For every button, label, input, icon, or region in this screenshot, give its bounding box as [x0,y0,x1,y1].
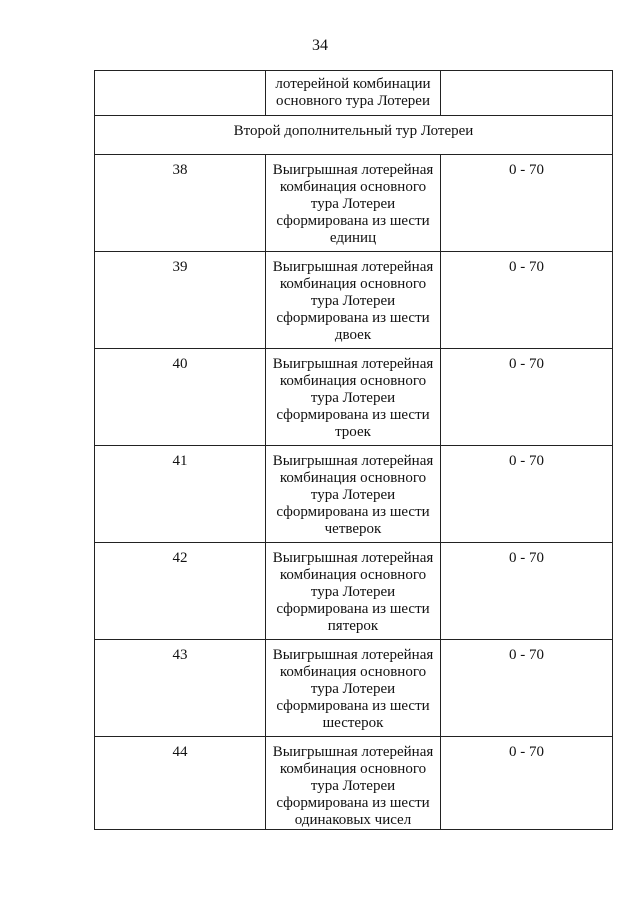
description-line: комбинация основного [279,761,427,777]
row-description-cell [266,155,441,252]
row-number-cell [95,446,266,543]
row-description-cell [266,737,441,830]
row-range: 0 - 70 [509,162,544,178]
description-line: четверок [324,521,382,537]
table-row [95,446,613,543]
row-number-cell [95,737,266,830]
description-line: комбинация основного [279,470,427,486]
row-number: 43 [172,647,188,663]
row-range: 0 - 70 [509,550,544,566]
section-header-cell [95,116,613,155]
continuation-text-cell [266,71,441,116]
description-line: Выигрышная лотерейная [272,744,434,760]
row-range-cell [441,640,613,737]
row-number-cell [95,349,266,446]
table-row [95,737,613,830]
description-line: сформирована из шести [276,795,430,811]
description-line: тура Лотереи [310,196,396,212]
table-row [95,543,613,640]
row-range: 0 - 70 [509,356,544,372]
row-range: 0 - 70 [509,744,544,760]
description-line: тура Лотереи [310,681,396,697]
description-line: Выигрышная лотерейная [272,647,434,663]
table-row [95,252,613,349]
description-line: сформирована из шести [276,504,430,520]
row-number: 40 [172,356,188,372]
section-header-row [95,116,613,155]
row-number-cell [95,155,266,252]
row-description-cell [266,446,441,543]
description-line: Выигрышная лотерейная [272,550,434,566]
row-description-cell [266,252,441,349]
row-range-cell [441,737,613,830]
row-number-cell [95,640,266,737]
row-number: 38 [172,162,188,178]
row-description-cell [266,543,441,640]
description-line: одинаковых чисел [294,812,412,828]
row-range-cell [441,252,613,349]
continuation-row [95,71,613,116]
description-line: Выигрышная лотерейная [272,259,434,275]
description-line: сформирована из шести [276,601,430,617]
description-line: комбинация основного [279,567,427,583]
description-line: сформирована из шести [276,698,430,714]
continuation-empty-cell [441,71,613,116]
row-description-cell [266,640,441,737]
description-line: комбинация основного [279,276,427,292]
continuation-empty-cell [95,71,266,116]
lottery-table [94,70,613,830]
row-number-cell [95,252,266,349]
continuation-line: лотерейной комбинации [275,76,431,92]
description-line: комбинация основного [279,179,427,195]
description-line: Выигрышная лотерейная [272,356,434,372]
page-number: 34 [312,37,328,54]
row-range-cell [441,349,613,446]
table-row [95,349,613,446]
description-line: сформирована из шести [276,407,430,423]
row-number: 41 [172,453,188,469]
row-range-cell [441,446,613,543]
row-description-cell [266,349,441,446]
description-line: двоек [334,327,372,343]
row-number: 42 [172,550,188,566]
description-line: Выигрышная лотерейная [272,453,434,469]
description-line: пятерок [327,618,379,634]
description-line: тура Лотереи [310,390,396,406]
description-line: тура Лотереи [310,778,396,794]
row-range-cell [441,543,613,640]
description-line: тура Лотереи [310,487,396,503]
description-line: тура Лотереи [310,584,396,600]
description-line: тура Лотереи [310,293,396,309]
section-title: Второй дополнительный тур Лотереи [233,123,474,139]
description-line: шестерок [322,715,384,731]
row-number: 39 [172,259,188,275]
row-number-cell [95,543,266,640]
description-line: комбинация основного [279,664,427,680]
description-line: единиц [329,230,377,246]
description-line: Выигрышная лотерейная [272,162,434,178]
row-range: 0 - 70 [509,647,544,663]
description-line: троек [335,424,371,440]
table-row [95,640,613,737]
row-range: 0 - 70 [509,453,544,469]
row-number: 44 [172,744,188,760]
description-line: сформирована из шести [276,213,430,229]
continuation-line: основного тура Лотереи [276,93,430,109]
row-range: 0 - 70 [509,259,544,275]
table-row [95,155,613,252]
description-line: сформирована из шести [276,310,430,326]
row-range-cell [441,155,613,252]
description-line: комбинация основного [279,373,427,389]
